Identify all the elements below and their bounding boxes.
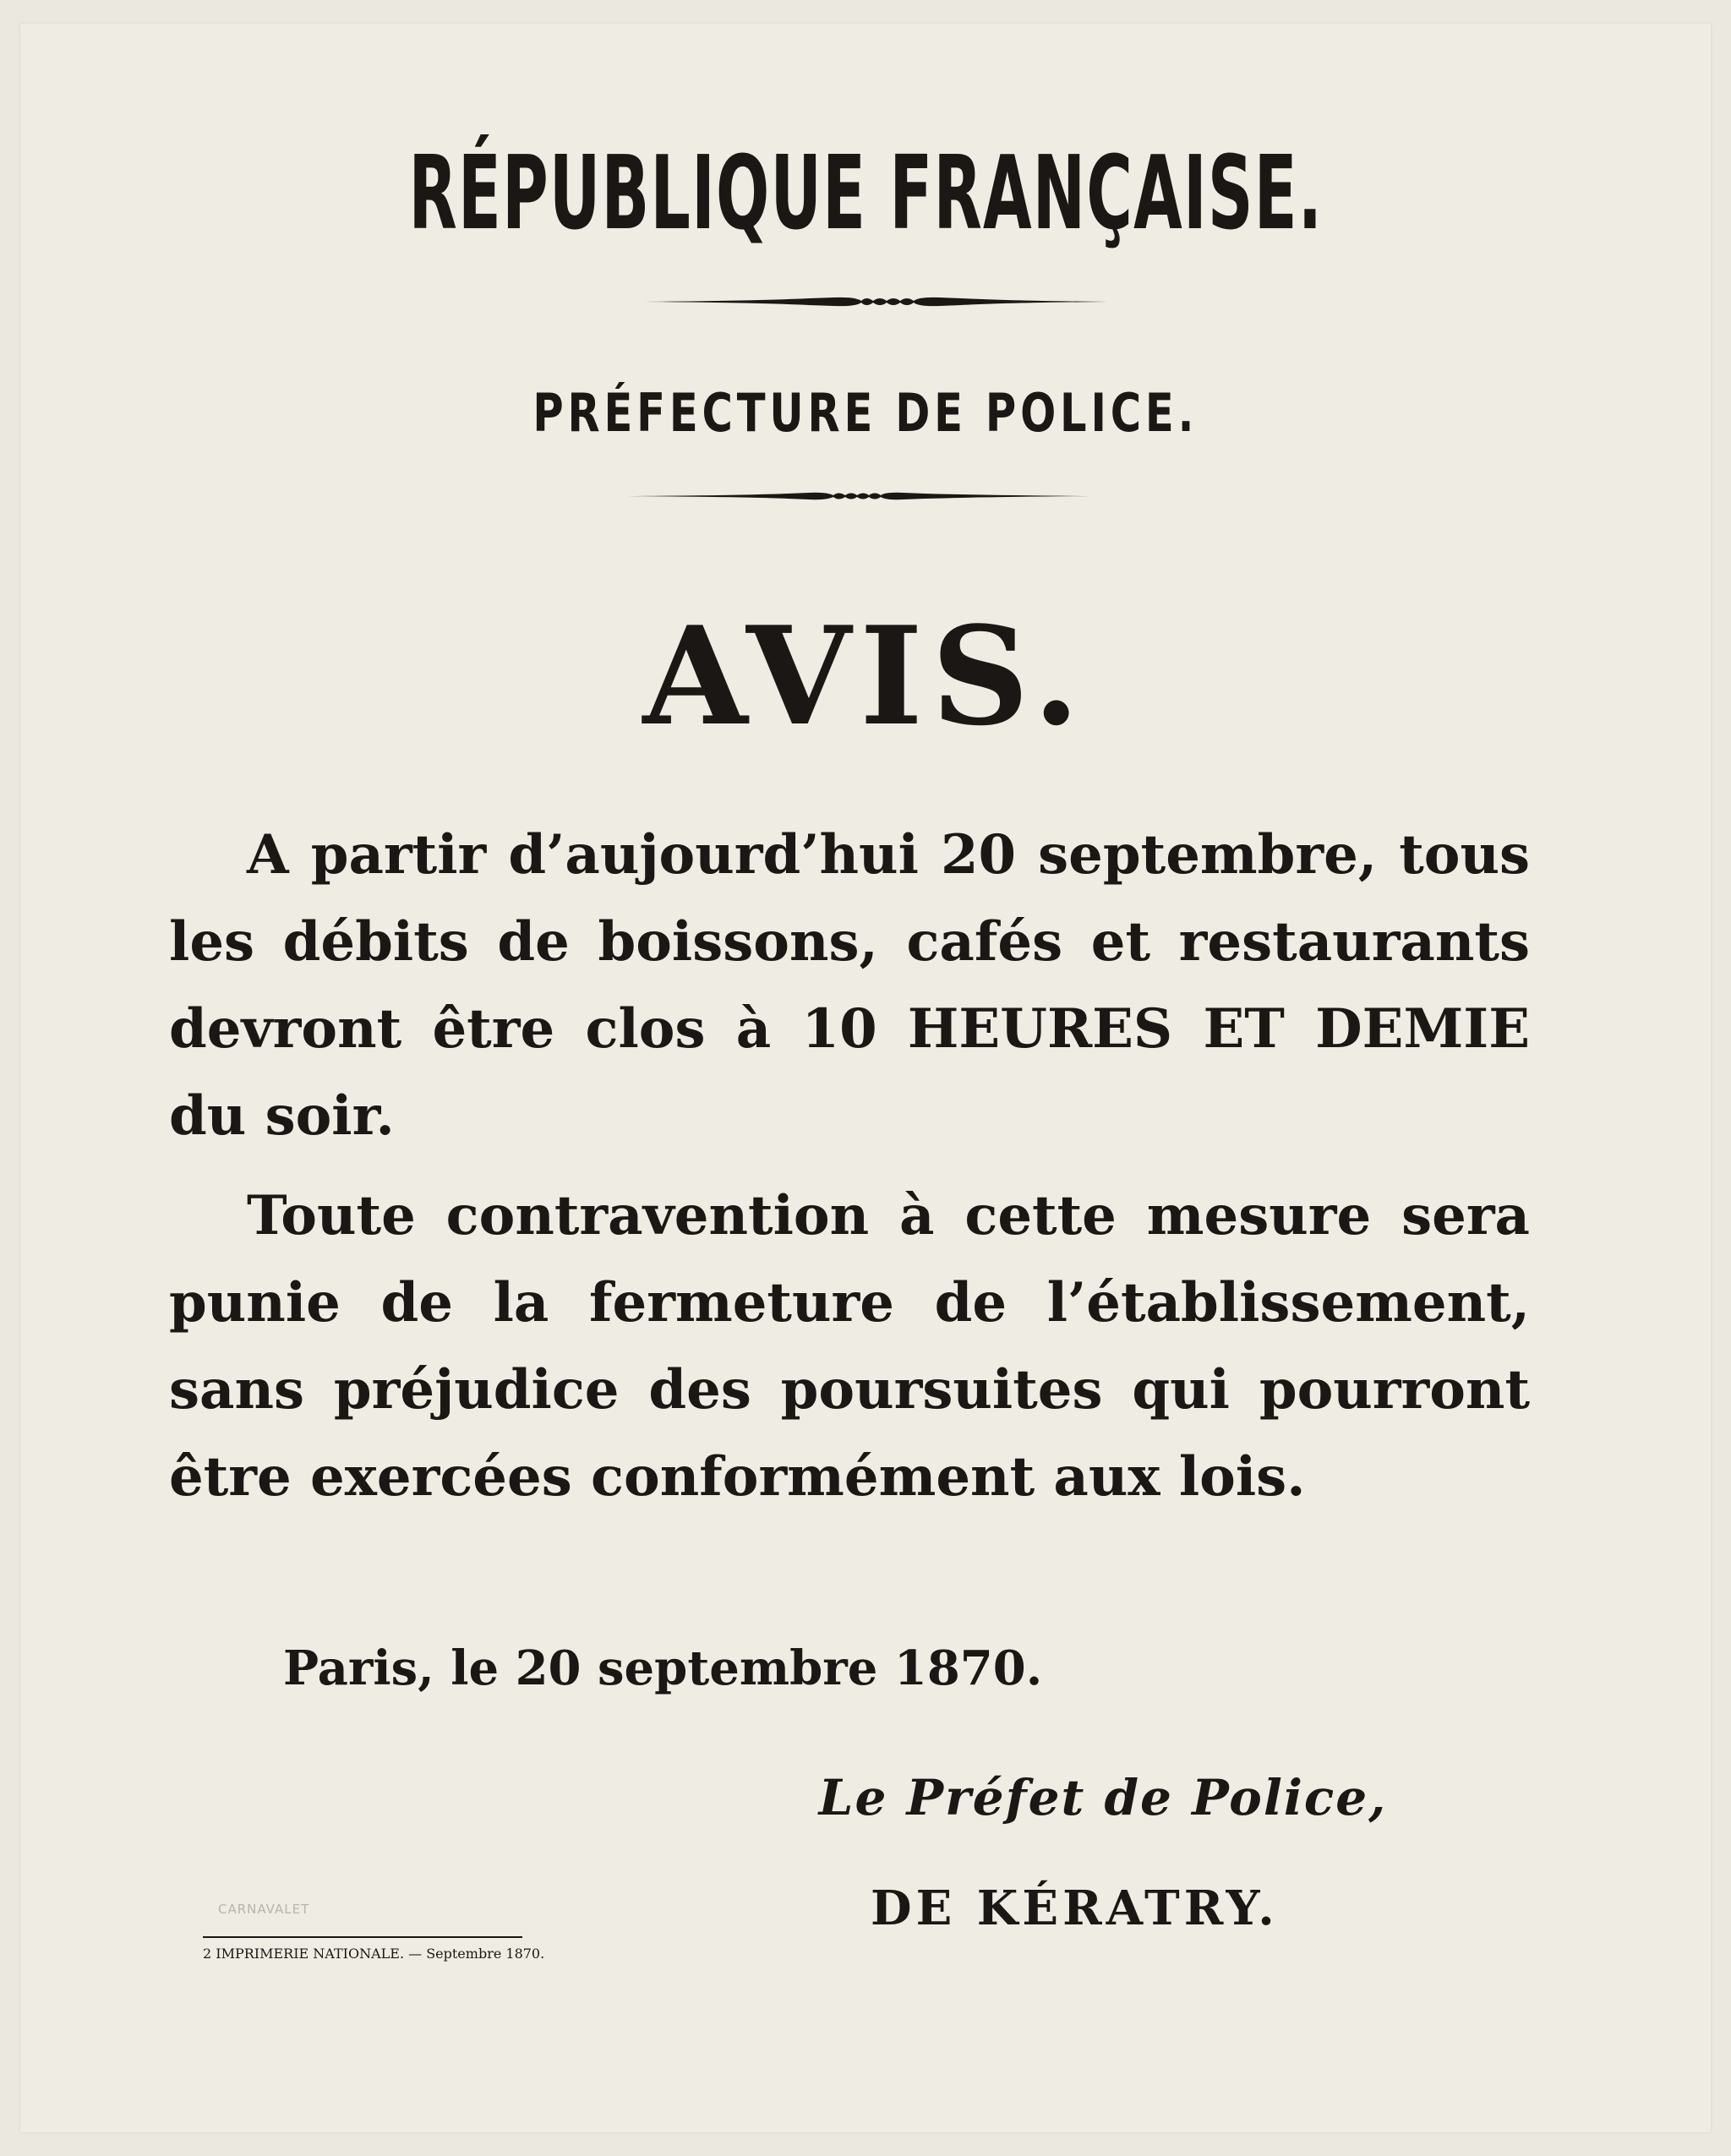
header-title-text: RÉPUBLIQUE FRANÇAISE. — [408, 135, 1323, 253]
header-subtitle — [0, 382, 1731, 444]
collection-stamp: CARNAVALET — [218, 1902, 310, 1917]
place-date: Paris, le 20 septembre 1870. — [283, 1640, 1043, 1696]
header-title — [0, 135, 1731, 253]
ornamental-divider-icon — [640, 293, 1107, 310]
notice-paragraph: Toute contravention à cette mesure sera punie de la fermeture de l’établissement, sans préjudice des poursuites qui pourront être exercées conformément aux lois. — [169, 1184, 1530, 1509]
signatory-name: DE KÉRATRY. — [871, 1880, 1279, 1936]
signatory-title: Le Préfet de Police, — [818, 1769, 1388, 1826]
notice-paragraph: A partir d’aujourd’hui 20 septembre, tous les débits de boissons, cafés et restaurants devront être clos à 10 HEURES ET DEMIE du soir. — [169, 823, 1530, 1148]
ornamental-divider-icon — [627, 488, 1090, 505]
header-subtitle-text: PRÉFECTURE DE POLICE. — [532, 382, 1199, 444]
footer-divider — [203, 1936, 522, 1938]
notice-heading: AVIS. — [642, 597, 1089, 756]
printer-imprint: 2 IMPRIMERIE NATIONALE. — Septembre 1870. — [203, 1946, 545, 1962]
